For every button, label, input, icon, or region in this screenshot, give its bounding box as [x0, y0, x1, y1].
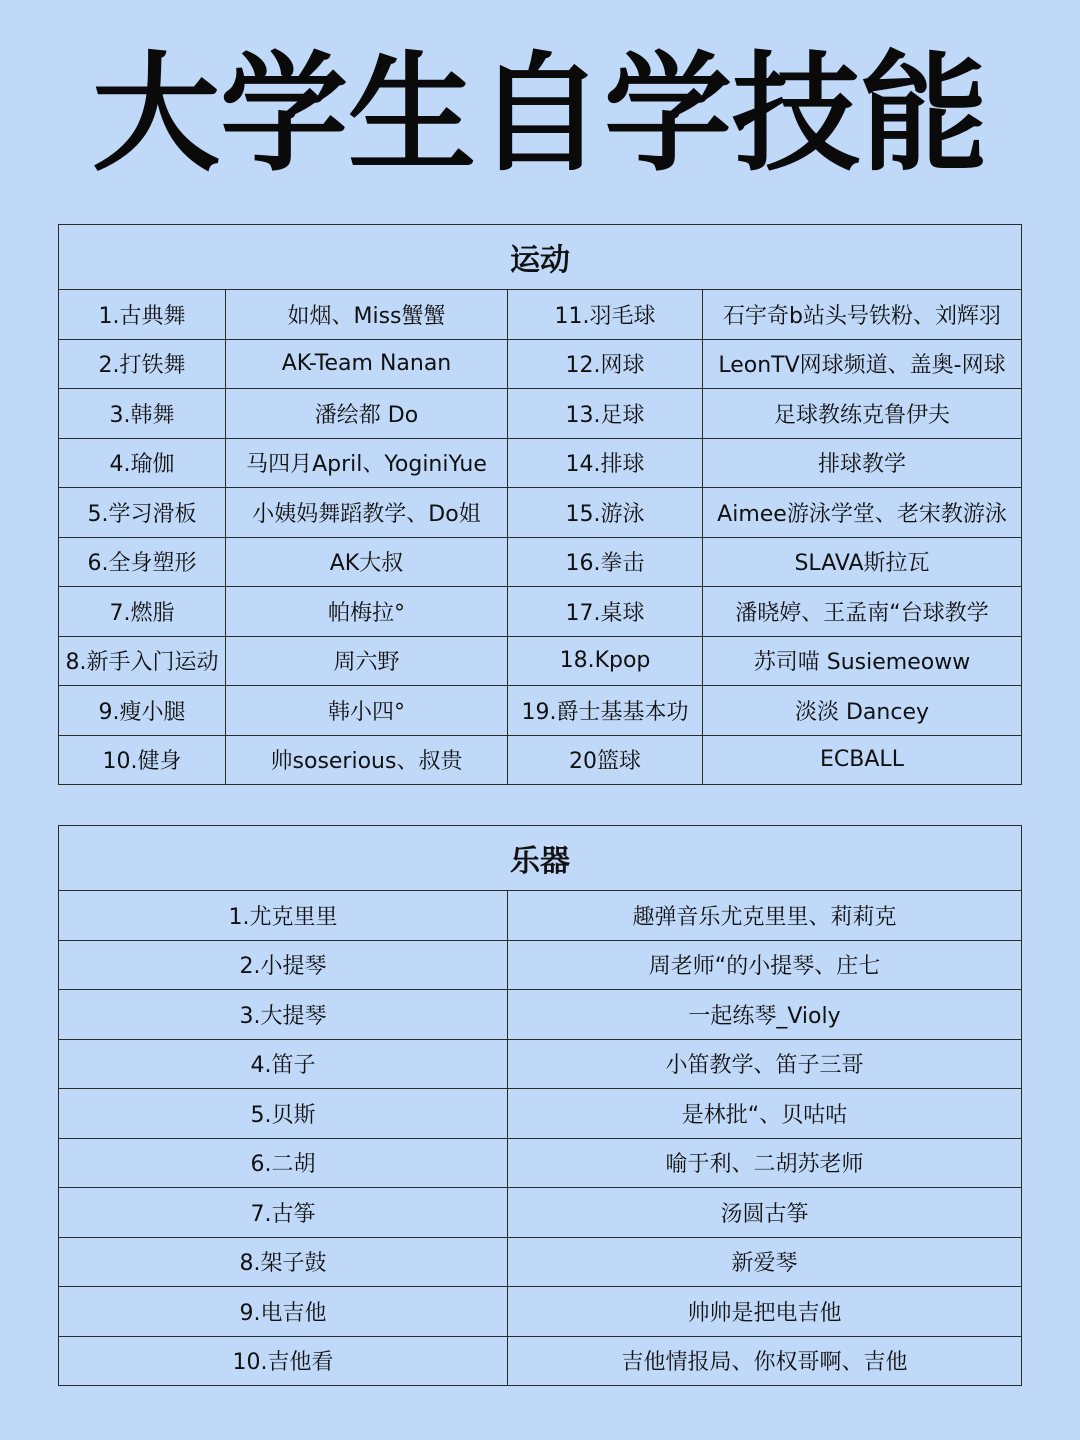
music-table-body: [59, 891, 1022, 1386]
table-row: [59, 389, 1022, 439]
creator-cell: 周老师“的小提琴、庄七: [508, 940, 1022, 990]
creator-cell: 潘晓婷、王孟南“台球教学: [703, 587, 1022, 637]
sports-header-row: [59, 225, 1022, 290]
skill-cell: 17.桌球: [508, 587, 703, 637]
table-row: [59, 891, 1022, 941]
creator-cell: 排球教学: [703, 438, 1022, 488]
table-row: [59, 1336, 1022, 1386]
creator-cell: 周六野: [226, 636, 508, 686]
table-row: [59, 636, 1022, 686]
skill-cell: 4.瑜伽: [59, 438, 226, 488]
instrument-cell: 6.二胡: [59, 1138, 508, 1188]
sports-heading: 运动: [59, 225, 1022, 290]
instrument-cell: 3.大提琴: [59, 990, 508, 1040]
table-row: [59, 537, 1022, 587]
creator-cell: LeonTV网球频道、盖奥-网球: [703, 339, 1022, 389]
skill-cell: 7.燃脂: [59, 587, 226, 637]
skill-cell: 5.学习滑板: [59, 488, 226, 538]
table-row: [59, 1188, 1022, 1238]
instrument-cell: 9.电吉他: [59, 1287, 508, 1337]
table-row: [59, 339, 1022, 389]
instrument-cell: 2.小提琴: [59, 940, 508, 990]
creator-cell: 汤圆古筝: [508, 1188, 1022, 1238]
table-row: [59, 990, 1022, 1040]
creator-cell: 帕梅拉°: [226, 587, 508, 637]
table-row: [59, 290, 1022, 340]
creator-cell: AK-Team Nanan: [226, 339, 508, 389]
skill-cell: 2.打铁舞: [59, 339, 226, 389]
table-row: [59, 488, 1022, 538]
sports-table-body: [59, 290, 1022, 785]
instrument-cell: 5.贝斯: [59, 1089, 508, 1139]
skill-cell: 8.新手入门运动: [59, 636, 226, 686]
creator-cell: 帅soserious、叔贵: [226, 735, 508, 785]
skill-cell: 6.全身塑形: [59, 537, 226, 587]
skill-cell: 19.爵士基基本功: [508, 686, 703, 736]
table-row: [59, 1237, 1022, 1287]
table-row: [59, 686, 1022, 736]
instrument-cell: 7.古筝: [59, 1188, 508, 1238]
music-heading: 乐器: [59, 826, 1022, 891]
creator-cell: 如烟、Miss蟹蟹: [226, 290, 508, 340]
table-row: [59, 1089, 1022, 1139]
skill-cell: 13.足球: [508, 389, 703, 439]
creator-cell: 苏司喵 Susiemeoww: [703, 636, 1022, 686]
creator-cell: 帅帅是把电吉他: [508, 1287, 1022, 1337]
creator-cell: 趣弹音乐尤克里里、莉莉克: [508, 891, 1022, 941]
table-row: [59, 940, 1022, 990]
creator-cell: 一起练琴_Violy: [508, 990, 1022, 1040]
creator-cell: 小姨妈舞蹈教学、Do姐: [226, 488, 508, 538]
skill-cell: 10.健身: [59, 735, 226, 785]
skill-cell: 18.Kpop: [508, 636, 703, 686]
sports-table: [58, 224, 1022, 785]
skill-cell: 11.羽毛球: [508, 290, 703, 340]
creator-cell: 马四月April、YoginiYue: [226, 438, 508, 488]
creator-cell: ECBALL: [703, 735, 1022, 785]
skill-cell: 20篮球: [508, 735, 703, 785]
page-title: 大学生自学技能: [91, 40, 988, 189]
skill-cell: 3.韩舞: [59, 389, 226, 439]
creator-cell: AK大叔: [226, 537, 508, 587]
creator-cell: 韩小四°: [226, 686, 508, 736]
creator-cell: 吉他情报局、你权哥啊、吉他: [508, 1336, 1022, 1386]
creator-cell: 新爱琴: [508, 1237, 1022, 1287]
instrument-cell: 4.笛子: [59, 1039, 508, 1089]
skill-cell: 12.网球: [508, 339, 703, 389]
creator-cell: Aimee游泳学堂、老宋教游泳: [703, 488, 1022, 538]
table-row: [59, 1039, 1022, 1089]
instrument-cell: 1.尤克里里: [59, 891, 508, 941]
table-row: [59, 1287, 1022, 1337]
table-row: [59, 735, 1022, 785]
music-header-row: [59, 826, 1022, 891]
table-row: [59, 587, 1022, 637]
creator-cell: SLAVA斯拉瓦: [703, 537, 1022, 587]
music-table: [58, 825, 1022, 1386]
creator-cell: 喻于利、二胡苏老师: [508, 1138, 1022, 1188]
instrument-cell: 8.架子鼓: [59, 1237, 508, 1287]
skill-cell: 9.瘦小腿: [59, 686, 226, 736]
skill-cell: 15.游泳: [508, 488, 703, 538]
creator-cell: 石宇奇b站头号铁粉、刘辉羽: [703, 290, 1022, 340]
creator-cell: 小笛教学、笛子三哥: [508, 1039, 1022, 1089]
creator-cell: 足球教练克鲁伊夫: [703, 389, 1022, 439]
table-row: [59, 438, 1022, 488]
skill-cell: 1.古典舞: [59, 290, 226, 340]
instrument-cell: 10.吉他看: [59, 1336, 508, 1386]
creator-cell: 淡淡 Dancey: [703, 686, 1022, 736]
creator-cell: 潘绘都 Do: [226, 389, 508, 439]
table-row: [59, 1138, 1022, 1188]
skill-cell: 14.排球: [508, 438, 703, 488]
creator-cell: 是林批“、贝咕咕: [508, 1089, 1022, 1139]
skill-cell: 16.拳击: [508, 537, 703, 587]
